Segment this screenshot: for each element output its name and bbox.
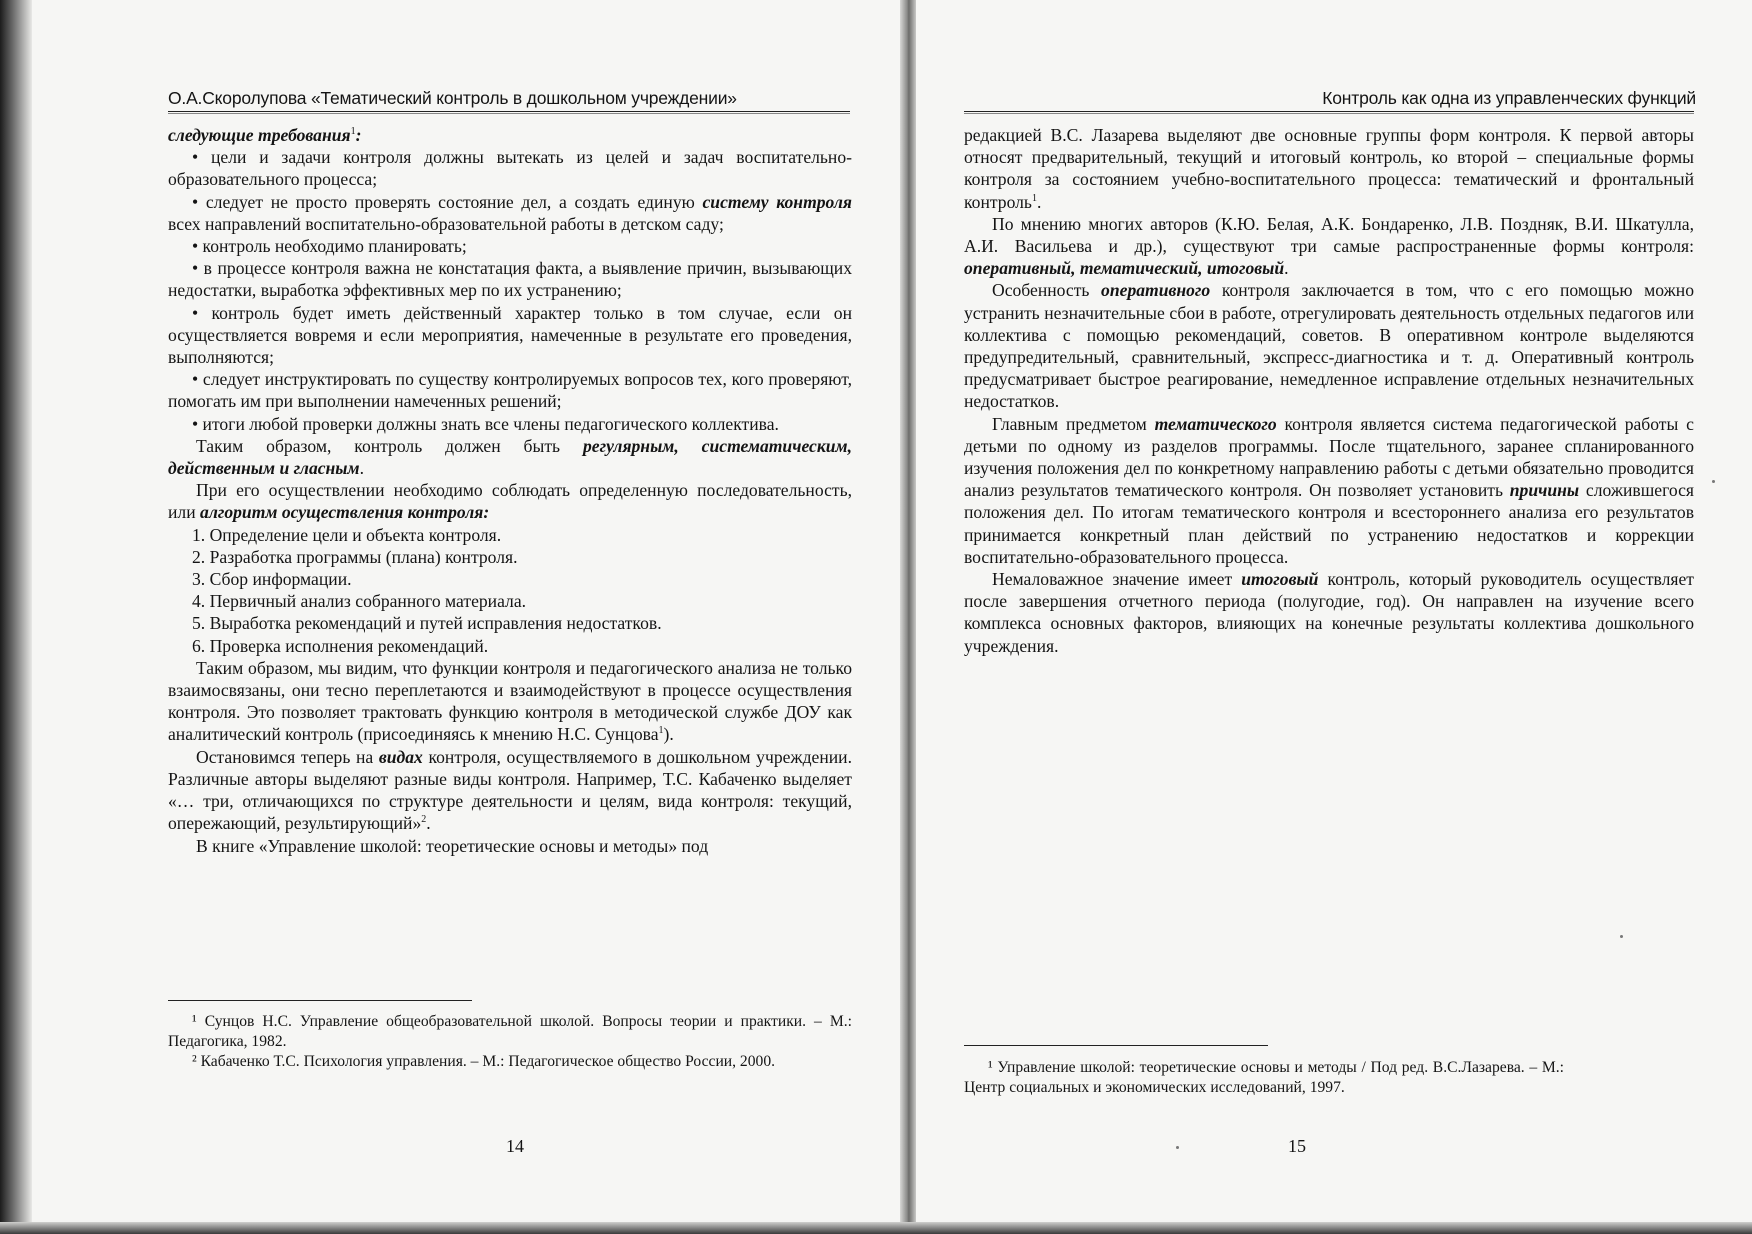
paragraph [168, 612, 852, 634]
paragraph [168, 590, 852, 612]
left-head-rule [168, 111, 850, 114]
text-run: . [1284, 258, 1289, 279]
text-run: • в процессе контроля важна не констатация факта, а выявление причин, вызывающих недостатки, выработка эффективных мер по их устранению; [168, 258, 852, 301]
emphasized-text: причины [1509, 480, 1580, 501]
text-run: редакцией В.С. Лазарева выделяют две основные группы форм контроля. К первой авторы относят предварительный, текущий и итоговый контроль, ко второй – специальные формы контроля за состоянием учебно-воспитательного процесса: тематический и фронтальный контроль [964, 125, 1694, 212]
text-run: • контроль необходимо планировать; [192, 236, 467, 257]
footnote: ¹ Управление школой: теоретические основы и методы / Под ред. В.С.Лазарева. – М.: Центр социальных и экономических исследований, 1997. [964, 1059, 1564, 1096]
footnote: ¹ Сунцов Н.С. Управление общеобразовательной школой. Вопросы теории и практики. – М.: Педагогика, 1982. [168, 1013, 852, 1050]
text-run: контроля, осуществляемого в дошкольном учреждении. Различные авторы выделяют разные виды контроля. Например, Т.С. Кабаченко выделяет «… три, отличающихся по структуре деятельности и целям, вида контроля: текущий, опережающий, результирующий» [168, 746, 852, 834]
paragraph [168, 568, 852, 590]
emphasized-text: итоговый [1241, 569, 1319, 590]
paragraph [964, 279, 1694, 412]
paragraph [168, 746, 852, 835]
emphasized-text: систему контроля [702, 191, 852, 212]
text-run: Таким образом, контроль должен быть [196, 435, 583, 456]
text-run: сложившегося положения дел. По итогам тематического контроля и всестороннего анализа его результатов принимается конкретный план действий по устранению недостатков и коррекции воспитательно-образовательного процесса. [964, 480, 1695, 567]
text-run: Особенность [992, 280, 1102, 301]
right-page-number: 15 [1288, 1136, 1306, 1156]
text-run: Главным предметом [992, 413, 1155, 434]
text-run: . [426, 813, 431, 834]
emphasized-text: тематического [1154, 413, 1277, 434]
footnote-marker: 1 [658, 725, 664, 737]
text-run: ). [663, 724, 674, 745]
emphasized-text: оперативный, тематический, итоговый [964, 258, 1285, 279]
left-page [28, 0, 908, 1220]
footnote-marker: 2 [421, 814, 427, 826]
left-footnote-rule [168, 1000, 472, 1001]
right-body-text [964, 124, 1694, 657]
text-run: 1. Определение цели и объекта контроля. [192, 524, 502, 545]
scan-speck [1712, 480, 1715, 483]
paragraph [964, 413, 1694, 568]
left-body-text [168, 124, 852, 857]
paragraph [168, 124, 852, 146]
emphasized-text: оперативного [1101, 280, 1211, 301]
left-running-head: О.А.Скоролупова «Тематический контроль в дошкольном учреждении» [168, 88, 737, 108]
paragraph [168, 524, 852, 546]
right-head-rule [964, 111, 1694, 114]
text-run: В книге «Управление школой: теоретические основы и методы» под [196, 835, 709, 856]
text-run: 2. Разработка программы (плана) контроля. [192, 546, 518, 567]
text-run: 5. Выработка рекомендаций и путей исправления недостатков. [192, 613, 662, 634]
text-run: 4. Первичный анализ собранного материала. [192, 591, 527, 612]
paragraph [964, 124, 1694, 213]
right-footnote-rule [964, 1045, 1268, 1046]
footnote-marker: 1 [1031, 192, 1037, 204]
emphasized-text: видах [378, 746, 423, 767]
text-run: 6. Проверка исполнения рекомендаций. [192, 635, 489, 656]
paragraph [168, 479, 852, 523]
text-run: • итоги любой проверки должны знать все члены педагогического коллектива. [192, 413, 779, 434]
text-run: . [1036, 191, 1042, 212]
text-run: контроля является система педагогической работы с детьми по одному из разделов программы. После тщательного, заранее спланированного изучения положения дел по конкретному направлению работы с детьми обязательно проводится анализ результатов тематического контроля. Он позволяет установить [964, 413, 1694, 501]
text-run: 3. Сбор информации. [192, 569, 352, 590]
footnote-marker: 1 [350, 126, 356, 138]
paragraph [168, 146, 852, 190]
text-run: • следует не просто проверять состояние дел, а создать единую [192, 191, 703, 212]
text-run: всех направлений воспитательно-образовательной работы в детском саду; [168, 213, 724, 234]
text-run: Остановимся теперь на [196, 746, 379, 767]
paragraph [168, 368, 852, 412]
scan-speck [1176, 1146, 1179, 1149]
paragraph [168, 413, 852, 435]
paragraph [168, 191, 852, 235]
right-footnotes [964, 1058, 1564, 1098]
paragraph [168, 435, 852, 479]
paragraph [964, 568, 1694, 657]
paragraph [168, 257, 852, 301]
text-run: • цели и задачи контроля должны вытекать из целей и задач воспитательно-образовательного процесса; [168, 147, 852, 190]
text-run: . [359, 458, 364, 479]
left-binding-shadow [0, 0, 32, 1234]
text-run: • контроль будет иметь действенный характер только в том случае, если он осуществляется вовремя и если мероприятия, намеченные в результате его проведения, выполняются; [168, 302, 852, 368]
text-run: Таким образом, мы видим, что функции контроля и педагогического анализа не только взаимосвязаны, они тесно переплетаются и взаимодействуют в процессе осуществления контроля. Это позволяет трактовать функцию контроля в методической службе ДОУ как аналитический контроль (присоединяясь к мнению Н.С. Сунцова [168, 657, 852, 745]
emphasized-text: : [355, 125, 362, 145]
emphasized-text: алгоритм осуществления контроля: [200, 502, 490, 523]
text-run: контроль, который руководитель осуществляет после завершения отчетного периода (полугодие, год). Он направлен на изучение всего комплекса основных факторов, влияющих на конечные результаты коллектива дошкольного учреждения. [964, 569, 1694, 656]
text-run: Немаловажное значение имеет [992, 569, 1242, 590]
bottom-scan-edge [0, 1222, 1752, 1234]
paragraph [168, 657, 852, 746]
center-gutter-shadow [900, 0, 916, 1234]
emphasized-text: регулярным, систематическим, действенным и гласным [168, 435, 852, 479]
paragraph [168, 635, 852, 657]
paragraph [168, 835, 852, 857]
footnote: ² Кабаченко Т.С. Психология управления. – М.: Педагогическое общество России, 2000. [192, 1053, 776, 1070]
text-run: • следует инструктировать по существу контролируемых вопросов тех, кого проверяют, помогать им при выполнении намеченных решений; [168, 369, 852, 412]
left-page-number: 14 [506, 1136, 524, 1156]
paragraph [168, 302, 852, 369]
text-run: контроля заключается в том, что с его помощью можно устранить незначительные сбои в работе, отрегулировать деятельность отдельных педагогов или коллектива с помощью рекомендаций, советов. В оперативном контроле выделяются предупредительный, сравнительный, экспресс-диагностика и т. д. Оперативный контроль предусматривает быстрое реагирование, немедленное исправление отдельных незначительных недостатков. [964, 280, 1695, 412]
text-run: При его осуществлении необходимо соблюдать определенную последовательность, или [168, 480, 852, 523]
right-page [912, 0, 1752, 1220]
paragraph [964, 213, 1694, 280]
right-running-head: Контроль как одна из управленческих функций [1322, 88, 1696, 108]
text-run: По мнению многих авторов (К.Ю. Белая, А.К. Бондаренко, Л.В. Поздняк, В.И. Шкатулла, А.И. Васильева и др.), существуют три самые распространенные формы контроля: [964, 213, 1694, 257]
paragraph [168, 546, 852, 568]
paragraph [168, 235, 852, 257]
scan-speck [1620, 935, 1623, 938]
left-footnotes [168, 1012, 852, 1072]
emphasized-text: следующие требования [168, 125, 351, 145]
